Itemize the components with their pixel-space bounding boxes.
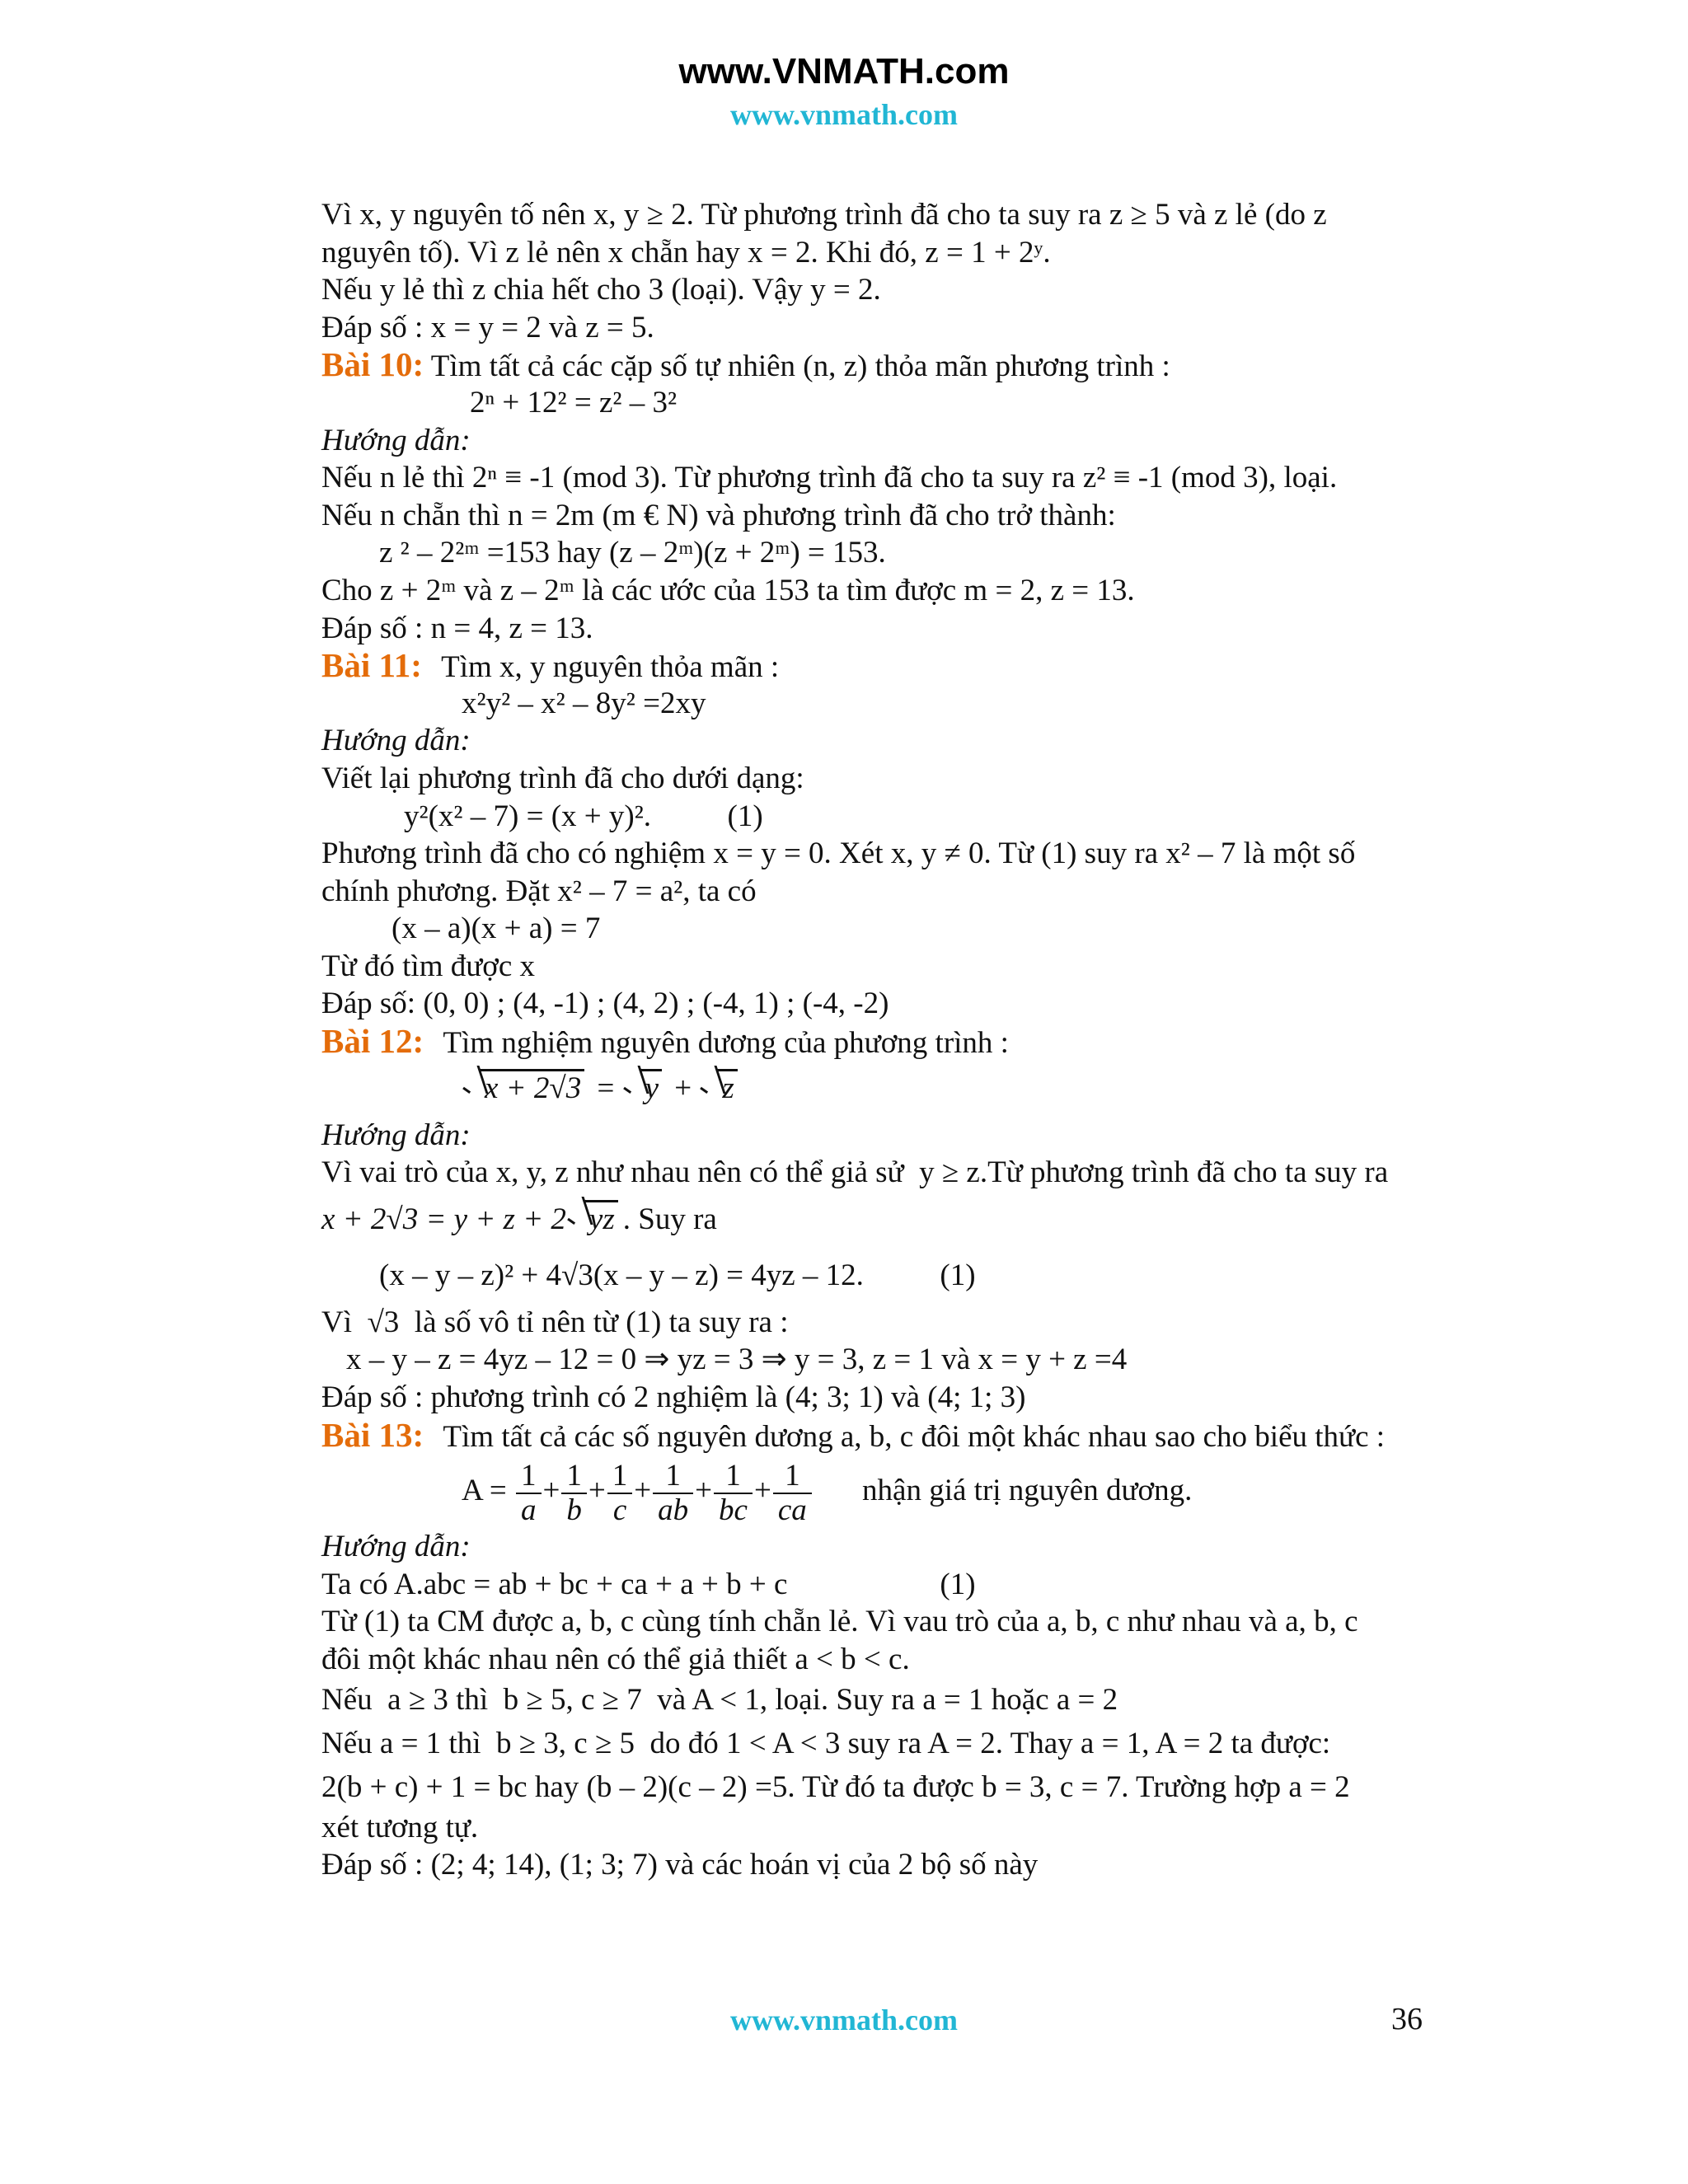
problem-13-label: Bài 13: <box>321 1415 424 1454</box>
equals-sign: = <box>597 1071 615 1105</box>
problem-11-hint-label: Hướng dẫn: <box>321 724 471 758</box>
sqrt-symbol: z <box>699 1061 737 1117</box>
problem-10-hint-label: Hướng dẫn: <box>321 423 471 457</box>
text-line: (x – a)(x + a) = 7 <box>392 912 601 946</box>
problem-10-heading <box>321 346 1492 384</box>
problem-12-hint-label: Hướng dẫn: <box>321 1118 471 1152</box>
plus-sign: + <box>674 1071 692 1105</box>
problem-13-answer: Đáp số : (2; 4; 14), (1; 3; 7) và các hoán vị của 2 bộ số này <box>321 1848 1039 1882</box>
site-url-header[interactable]: www.vnmath.com <box>730 98 958 131</box>
problem-12-statement: Tìm nghiệm nguyên dương của phương trình : <box>443 1026 1009 1061</box>
fraction: $\frac{1}{bc}$ <box>714 1460 753 1527</box>
text-line: Nếu a = 1 thì b ≥ 3, c ≥ 5 do đó 1 < A < 3 suy ra A = 2. Thay a = 1, A = 2 ta được: <box>321 1726 1331 1760</box>
text-line: z ² – 2²ᵐ =153 hay (z – 2ᵐ)(z + 2ᵐ) = 153. <box>379 536 886 570</box>
text-line: y²(x² – 7) = (x + y)². (1) <box>404 799 763 833</box>
problem-10-answer: Đáp số : n = 4, z = 13. <box>321 611 593 645</box>
text-line: Ta có A.abc = ab + bc + ca + a + b + c (1) <box>321 1567 976 1601</box>
text-line: x – y – z = 4yz – 12 = 0 ⇒ yz = 3 ⇒ y = 3, z = 1 và x = y + z =4 <box>346 1343 1128 1377</box>
text-line: Đáp số : x = y = 2 và z = 5. <box>321 310 654 344</box>
problem-13-equation: A = $\frac{1}{a}$ + $\frac{1}{b}$ + $\frac{1}{c}$ + $\frac{1}{ab}$ + $\frac{1}{bc}$ + $\frac{1}{ca}$ nhận giá trị nguyên dương. <box>462 1458 1193 1527</box>
text-fragment: nhận giá trị nguyên dương. <box>862 1474 1193 1508</box>
text-line: Cho z + 2ᵐ và z – 2ᵐ là các ước của 153 ta tìm được m = 2, z = 13. <box>321 573 1135 607</box>
sqrt-symbol: yz <box>566 1192 618 1248</box>
problem-10-equation: 2ⁿ + 12² = z² – 3² <box>470 385 678 419</box>
text-line: Từ đó tìm được x <box>321 949 536 983</box>
text-line: Vì x, y nguyên tố nên x, y ≥ 2. Từ phương trình đã cho ta suy ra z ≥ 5 và z lẻ (do z <box>321 198 1327 232</box>
problem-13-hint-label: Hướng dẫn: <box>321 1530 471 1564</box>
problem-13-statement: Tìm tất cả các số nguyên dương a, b, c đôi một khác nhau sao cho biểu thức : <box>443 1419 1386 1454</box>
text-line: Nếu a ≥ 3 thì b ≥ 5, c ≥ 7 và A < 1, loại. Suy ra a = 1 hoặc a = 2 <box>321 1682 1118 1717</box>
text-line: Từ (1) ta CM được a, b, c cùng tính chẵn lẻ. Vì vau trò của a, b, c như nhau và a, b, c <box>321 1605 1358 1639</box>
problem-12-equation <box>321 1061 1492 1117</box>
problem-11-equation: x²y² – x² – 8y² =2xy <box>462 686 706 720</box>
site-url-footer[interactable]: www.vnmath.com <box>730 2004 958 2036</box>
problem-11-answer: Đáp số: (0, 0) ; (4, -1) ; (4, 2) ; (-4, 1) ; (-4, -2) <box>321 987 889 1021</box>
fraction: $\frac{1}{ca}$ <box>773 1460 812 1527</box>
problem-13-heading <box>321 1417 1492 1455</box>
text-line: Phương trình đã cho có nghiệm x = y = 0. Xét x, y ≠ 0. Từ (1) suy ra x² – 7 là một số <box>321 837 1356 871</box>
sqrt-symbol: y <box>622 1061 662 1117</box>
math-expression: x + 2√3 = y + z + 2 <box>321 1202 566 1236</box>
text-line <box>321 1192 1492 1248</box>
problem-11-heading <box>321 647 1492 685</box>
text-line: Vì vai trò của x, y, z như nhau nên có thể giả sử y ≥ z.Từ phương trình đã cho ta suy ra <box>321 1155 1389 1190</box>
math-expression: (x – y – z)² + 4√3(x – y – z) = 4yz – 12. (1) <box>379 1258 976 1292</box>
expression-lhs: A = <box>462 1474 507 1508</box>
site-title: www.VNMATH.com <box>678 51 1010 91</box>
text-fragment: . Suy ra <box>622 1202 717 1236</box>
problem-12-label: Bài 12: <box>321 1022 424 1061</box>
page-number: 36 <box>1391 2002 1423 2036</box>
problem-10-label: Bài 10: <box>321 345 424 384</box>
problem-10-statement: Tìm tất cả các cặp số tự nhiên (n, z) thỏa mãn phương trình : <box>430 349 1170 384</box>
fraction: $\frac{1}{ab}$ <box>653 1460 693 1527</box>
document-body <box>321 196 1492 1884</box>
text-line: xét tương tự. <box>321 1810 479 1844</box>
fraction: $\frac{1}{a}$ <box>516 1460 542 1527</box>
text-line: Nếu n chẵn thì n = 2m (m € N) và phương trình đã cho trở thành: <box>321 498 1116 532</box>
text-line: Viết lại phương trình đã cho dưới dạng: <box>321 761 804 795</box>
text-line: đôi một khác nhau nên có thể giả thiết a < b < c. <box>321 1643 910 1676</box>
text-line: Vì √3 là số vô tỉ nên từ (1) ta suy ra : <box>321 1305 789 1339</box>
problem-11-statement: Tìm x, y nguyên thỏa mãn : <box>441 650 780 685</box>
problem-11-label: Bài 11: <box>321 646 422 685</box>
fraction: $\frac{1}{c}$ <box>607 1460 633 1527</box>
text-line: Nếu n lẻ thì 2ⁿ ≡ -1 (mod 3). Từ phương trình đã cho ta suy ra z² ≡ -1 (mod 3), loại. <box>321 461 1338 495</box>
problem-12-answer: Đáp số : phương trình có 2 nghiệm là (4; 3; 1) và (4; 1; 3) <box>321 1380 1026 1415</box>
text-line: chính phương. Đặt x² – 7 = a², ta có <box>321 874 757 908</box>
text-line: Nếu y lẻ thì z chia hết cho 3 (loại). Vậy y = 2. <box>321 273 881 307</box>
text-line: 2(b + c) + 1 = bc hay (b – 2)(c – 2) =5. Từ đó ta được b = 3, c = 7. Trường hợp a = 2 <box>321 1769 1350 1804</box>
fraction: $\frac{1}{b}$ <box>561 1460 587 1527</box>
text-line: nguyên tố). Vì z lẻ nên x chẵn hay x = 2. Khi đó, z = 1 + 2ʸ. <box>321 235 1051 269</box>
problem-12-heading <box>321 1023 1492 1061</box>
sqrt-symbol: x + 2√3 <box>462 1061 584 1117</box>
